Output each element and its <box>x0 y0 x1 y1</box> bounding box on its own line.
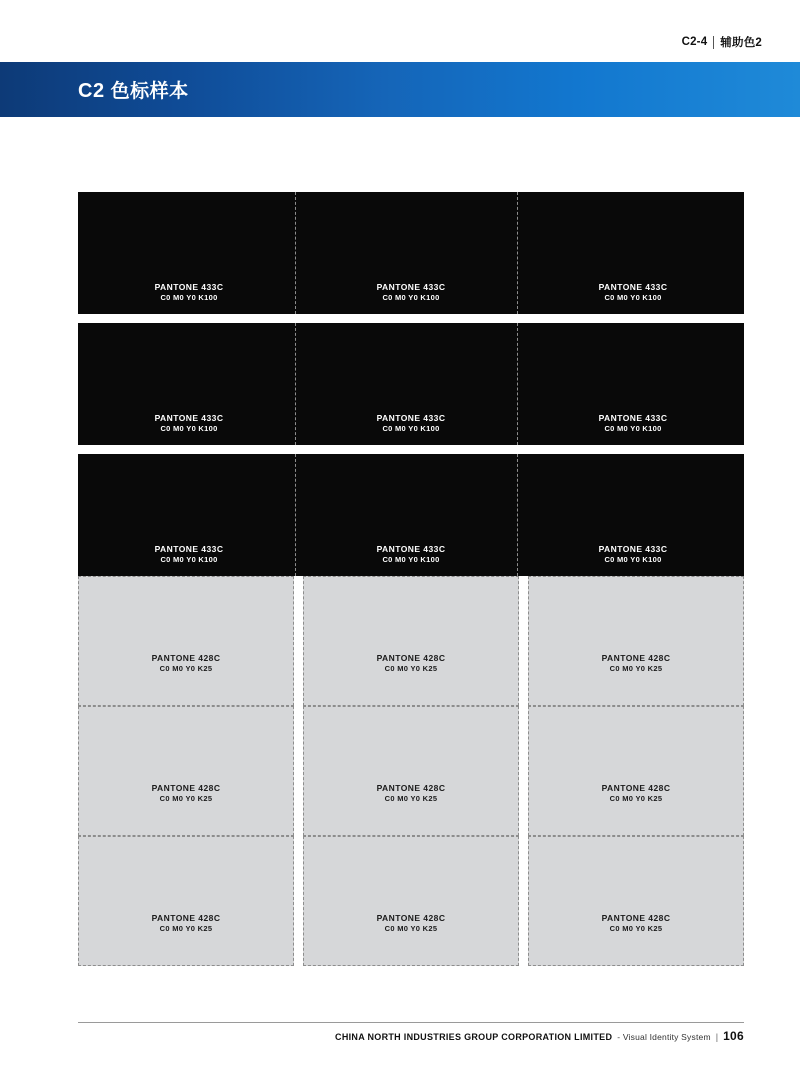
swatch-row-dark-1 <box>78 192 744 314</box>
swatch-values: C0 M0 Y0 K25 <box>609 664 663 674</box>
footer-subtitle: - Visual Identity System <box>617 1032 711 1042</box>
color-swatch-grid <box>78 192 744 966</box>
swatch-cell <box>78 323 300 445</box>
swatch-label <box>78 543 300 566</box>
swatch-row-dark-2 <box>78 323 744 445</box>
swatch-cell <box>303 576 519 706</box>
swatch-label <box>304 782 518 805</box>
swatch-label <box>300 412 522 435</box>
swatch-cell <box>528 706 744 836</box>
swatch-cell <box>78 706 294 836</box>
swatch-label <box>304 912 518 935</box>
swatch-name: PANTONE 428C <box>151 652 221 663</box>
swatch-name: PANTONE 433C <box>154 281 224 292</box>
swatch-label <box>79 652 293 675</box>
swatch-label <box>529 652 743 675</box>
swatch-values: C0 M0 Y0 K25 <box>159 924 213 934</box>
swatch-values: C0 M0 Y0 K25 <box>384 794 438 804</box>
swatch-values: C0 M0 Y0 K100 <box>382 293 440 303</box>
swatch-cell <box>78 454 300 576</box>
swatch-name: PANTONE 428C <box>601 652 671 663</box>
page-footer <box>335 1029 744 1043</box>
swatch-label <box>522 281 744 304</box>
swatch-name: PANTONE 428C <box>376 652 446 663</box>
swatch-name: PANTONE 433C <box>598 543 668 554</box>
swatch-name: PANTONE 433C <box>154 412 224 423</box>
swatch-cell <box>522 323 744 445</box>
swatch-values: C0 M0 Y0 K25 <box>609 794 663 804</box>
swatch-values: C0 M0 Y0 K25 <box>384 664 438 674</box>
swatch-cell <box>300 323 522 445</box>
swatch-row-light-2 <box>78 706 744 836</box>
swatch-values: C0 M0 Y0 K25 <box>159 664 213 674</box>
swatch-values: C0 M0 Y0 K100 <box>160 424 218 434</box>
section-tag-divider <box>713 36 714 49</box>
section-tag <box>682 34 762 50</box>
swatch-values: C0 M0 Y0 K100 <box>160 293 218 303</box>
swatch-name: PANTONE 433C <box>154 543 224 554</box>
swatch-cell <box>78 836 294 966</box>
swatch-name: PANTONE 433C <box>376 543 446 554</box>
swatch-row-dark-3 <box>78 454 744 576</box>
swatch-label <box>300 281 522 304</box>
swatch-label <box>529 912 743 935</box>
swatch-cell <box>78 576 294 706</box>
swatch-row-light-3 <box>78 836 744 966</box>
swatch-cell <box>303 706 519 836</box>
swatch-cell <box>303 836 519 966</box>
swatch-label <box>300 543 522 566</box>
swatch-label <box>78 281 300 304</box>
page-number: 106 <box>723 1029 744 1043</box>
swatch-name: PANTONE 433C <box>598 412 668 423</box>
swatch-cell <box>528 836 744 966</box>
swatch-values: C0 M0 Y0 K25 <box>609 924 663 934</box>
page-header <box>0 0 800 120</box>
swatch-cell <box>522 192 744 314</box>
swatch-name: PANTONE 428C <box>376 782 446 793</box>
swatch-label <box>78 412 300 435</box>
swatch-label <box>304 652 518 675</box>
swatch-values: C0 M0 Y0 K100 <box>604 293 662 303</box>
swatch-name: PANTONE 428C <box>151 912 221 923</box>
footer-divider <box>78 1022 744 1023</box>
swatch-values: C0 M0 Y0 K100 <box>382 555 440 565</box>
section-name: 辅助色2 <box>720 37 762 49</box>
swatch-label <box>79 912 293 935</box>
footer-company: CHINA NORTH INDUSTRIES GROUP CORPORATION LIMITED <box>335 1032 613 1042</box>
swatch-label <box>529 782 743 805</box>
page-title-text: 色标样本 <box>110 81 189 102</box>
swatch-values: C0 M0 Y0 K100 <box>382 424 440 434</box>
swatch-name: PANTONE 433C <box>598 281 668 292</box>
swatch-cell <box>300 454 522 576</box>
swatch-label <box>522 412 744 435</box>
section-code: C2-4 <box>681 36 708 48</box>
swatch-values: C0 M0 Y0 K25 <box>159 794 213 804</box>
swatch-cell <box>528 576 744 706</box>
swatch-name: PANTONE 428C <box>376 912 446 923</box>
swatch-row-light-1 <box>78 576 744 706</box>
swatch-name: PANTONE 428C <box>601 912 671 923</box>
swatch-name: PANTONE 433C <box>376 412 446 423</box>
swatch-name: PANTONE 428C <box>151 782 221 793</box>
swatch-values: C0 M0 Y0 K100 <box>160 555 218 565</box>
page-title-code: C2 <box>78 80 105 102</box>
swatch-cell <box>78 192 300 314</box>
swatch-label <box>79 782 293 805</box>
page-title <box>78 76 189 103</box>
swatch-cell <box>522 454 744 576</box>
swatch-name: PANTONE 433C <box>376 281 446 292</box>
swatch-values: C0 M0 Y0 K100 <box>604 555 662 565</box>
swatch-name: PANTONE 428C <box>601 782 671 793</box>
swatch-values: C0 M0 Y0 K25 <box>384 924 438 934</box>
swatch-cell <box>300 192 522 314</box>
footer-divider-bar: | <box>715 1032 719 1042</box>
swatch-label <box>522 543 744 566</box>
swatch-values: C0 M0 Y0 K100 <box>604 424 662 434</box>
